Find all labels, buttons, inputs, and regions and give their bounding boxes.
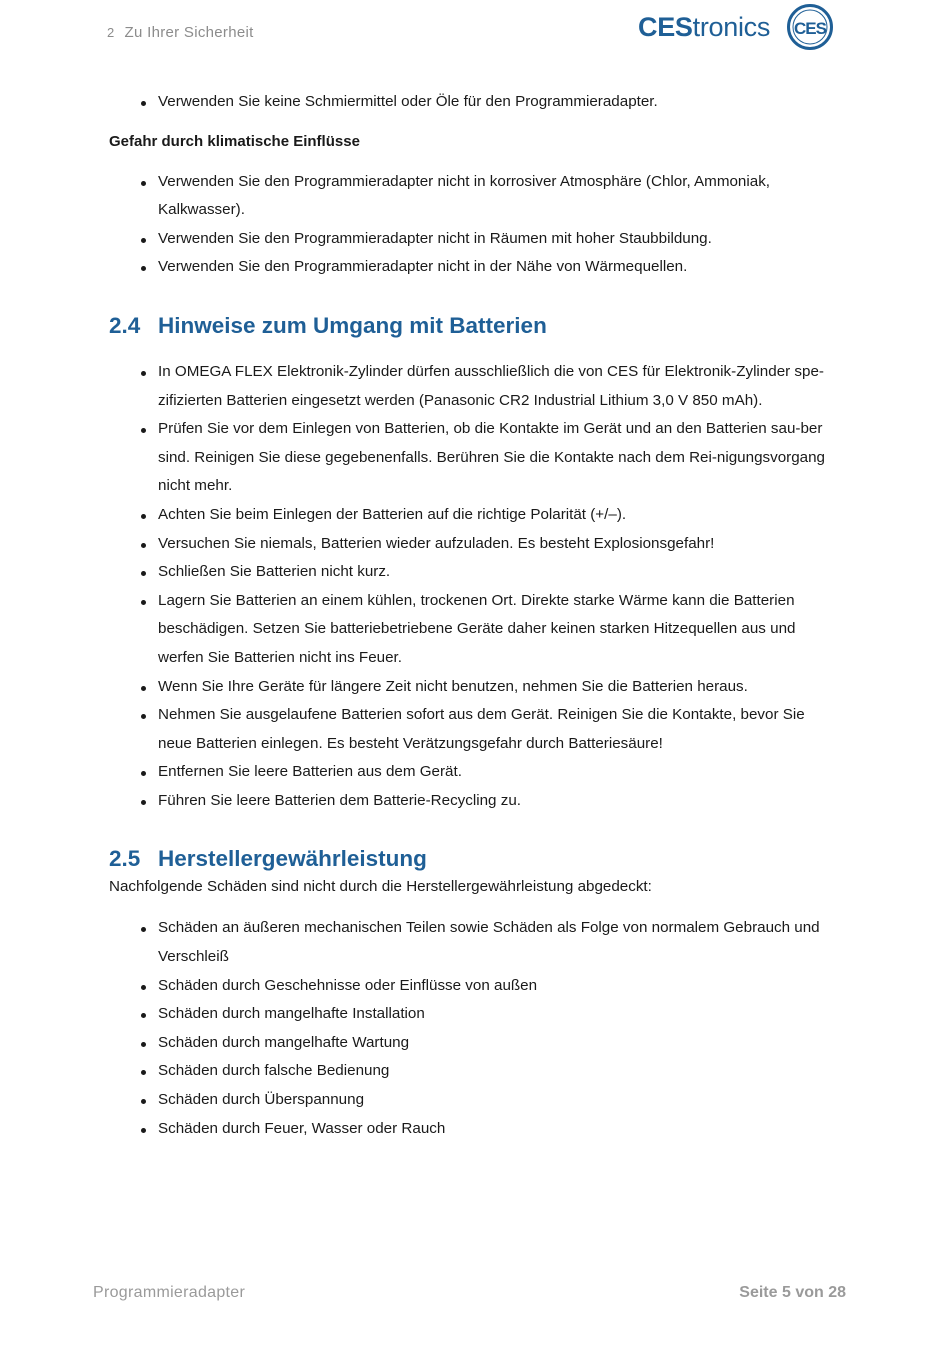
chapter-number: 2	[107, 25, 115, 40]
ces-emblem-icon	[786, 3, 834, 51]
list-item: Verwenden Sie keine Schmiermittel oder Öle für den Programmieradapter.	[109, 88, 839, 117]
list-item: Schäden durch Feuer, Wasser oder Rauch	[109, 1115, 839, 1144]
section-number: 2.4	[109, 312, 141, 338]
footer-page-number: Seite 5 von 28	[739, 1284, 846, 1301]
list-item: Nehmen Sie ausgelaufene Batterien sofort aus dem Gerät. Reinigen Sie die Kontakte, bevor Sie neue Batterien einlegen. Es besteht Verätzungsgefahr durch Batteriesäure!	[109, 701, 839, 758]
page-content	[109, 88, 839, 1143]
list-item: Entfernen Sie leere Batterien aus dem Gerät.	[109, 758, 839, 787]
list-item: Versuchen Sie niemals, Batterien wieder aufzuladen. Es besteht Explosionsgefahr!	[109, 530, 839, 559]
climate-bullet-list	[109, 168, 839, 282]
svg-text:CES: CES	[794, 19, 827, 38]
list-item: Lagern Sie Batterien an einem kühlen, trockenen Ort. Direkte starke Wärme kann die Batterien beschädigen. Setzen Sie batteriebetriebene Geräte daher keinen starken Hitzequellen aus und werfen Sie Batterien nicht ins Feuer.	[109, 587, 839, 673]
section-title: Hinweise zum Umgang mit Batterien	[158, 312, 547, 338]
warranty-bullet-list	[109, 914, 839, 1143]
list-item: Schäden durch mangelhafte Wartung	[109, 1029, 839, 1058]
list-item: Schäden durch Überspannung	[109, 1086, 839, 1115]
section-number: 2.5	[109, 846, 141, 872]
list-item: Schäden durch mangelhafte Installation	[109, 1000, 839, 1029]
running-header	[107, 24, 254, 41]
list-item: Verwenden Sie den Programmieradapter nicht in korrosiver Atmosphäre (Chlor, Ammoniak, Kalkwasser).	[109, 168, 839, 225]
list-item: Führen Sie leere Batterien dem Batterie-Recycling zu.	[109, 787, 839, 816]
intro-bullet-list	[109, 88, 839, 117]
cestronics-logo	[638, 4, 834, 50]
battery-bullet-list	[109, 358, 839, 816]
list-item: Schäden an äußeren mechanischen Teilen sowie Schäden als Folge von normalem Gebrauch und Verschleiß	[109, 914, 839, 971]
section-heading-2-5	[109, 844, 839, 874]
section-title: Herstellergewährleistung	[158, 846, 427, 872]
list-item: In OMEGA FLEX Elektronik-Zylinder dürfen ausschließlich die von CES für Elektronik-Zylinder spe-zifizierten Batterien eingesetzt werden (Panasonic CR2 Industrial Lithium 3,0 V 850 mAh).	[109, 358, 839, 415]
warranty-intro: Nachfolgende Schäden sind nicht durch die Herstellergewährleistung abgedeckt:	[109, 878, 652, 896]
list-item: Schließen Sie Batterien nicht kurz.	[109, 558, 839, 587]
logo-wordmark: CEStronics	[638, 11, 771, 42]
chapter-title: Zu Ihrer Sicherheit	[124, 24, 254, 41]
list-item: Verwenden Sie den Programmieradapter nicht in der Nähe von Wärmequellen.	[109, 253, 839, 282]
climate-subheading: Gefahr durch klimatische Einflüsse	[109, 132, 360, 150]
footer-document-name: Programmieradapter	[93, 1284, 246, 1301]
list-item: Schäden durch falsche Bedienung	[109, 1057, 839, 1086]
list-item: Schäden durch Geschehnisse oder Einflüsse von außen	[109, 972, 839, 1001]
list-item: Verwenden Sie den Programmieradapter nicht in Räumen mit hoher Staubbildung.	[109, 225, 839, 254]
list-item: Achten Sie beim Einlegen der Batterien auf die richtige Polarität (+/–).	[109, 501, 839, 530]
list-item: Wenn Sie Ihre Geräte für längere Zeit nicht benutzen, nehmen Sie die Batterien heraus.	[109, 673, 839, 702]
list-item: Prüfen Sie vor dem Einlegen von Batterien, ob die Kontakte im Gerät und an den Batterien sau-ber sind. Reinigen Sie diese gegebenenfalls. Berühren Sie die Kontakte nach dem Rei-nigungsvorgang nicht mehr.	[109, 415, 839, 501]
section-heading-2-4	[109, 311, 839, 341]
